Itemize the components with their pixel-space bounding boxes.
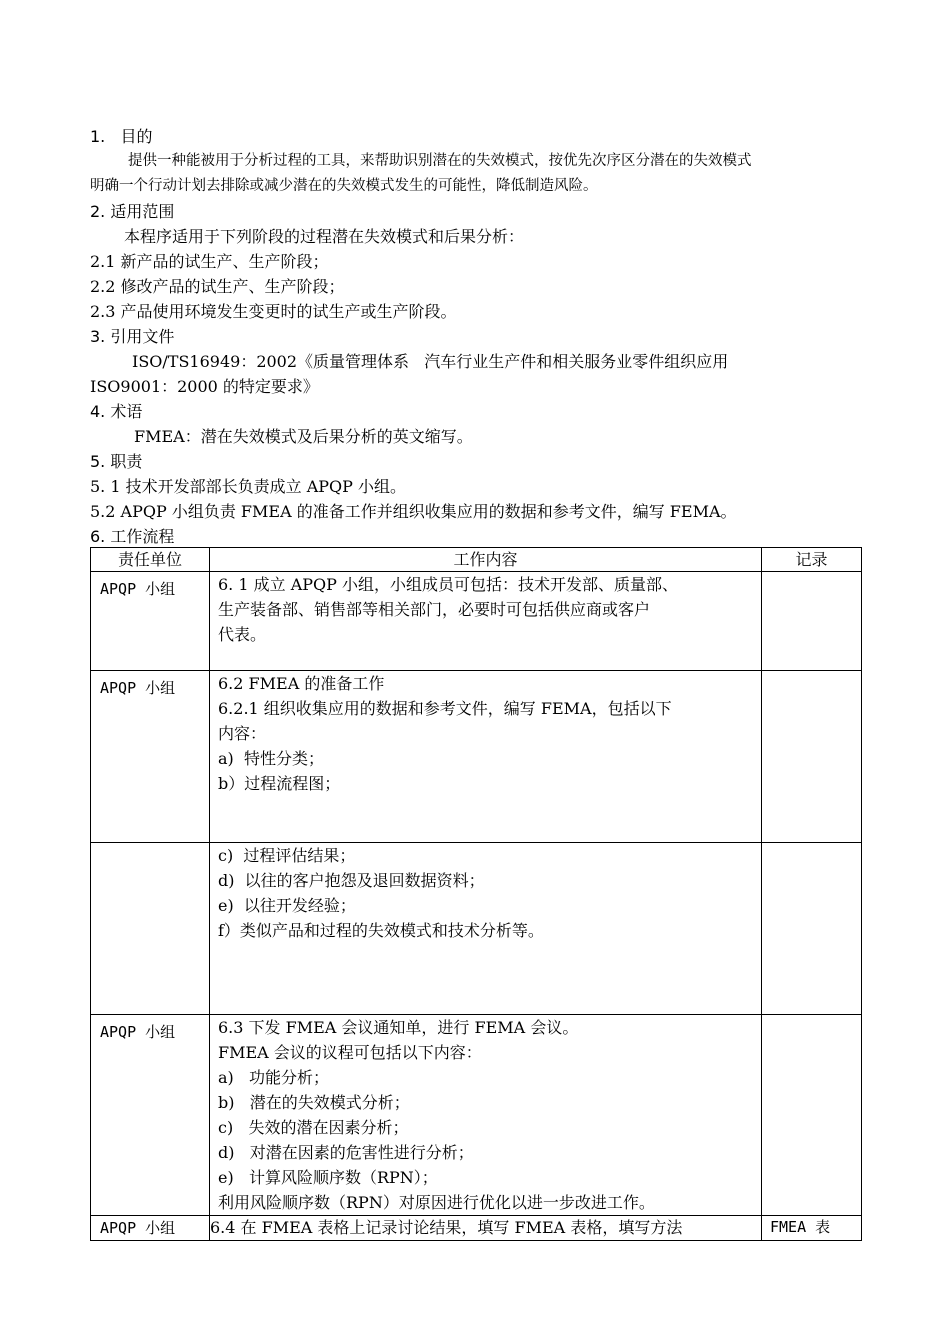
table-row [91, 1015, 862, 1216]
section-2-paragraph: 本程序适用于下列阶段的过程潜在失效模式和后果分析： [124, 227, 525, 246]
record-cell [762, 843, 862, 1015]
unit-text: APQP 小组 [100, 1219, 176, 1237]
section-1-paragraph-line-1: 提供一种能被用于分析过程的工具，来帮助识别潜在的失效模式，按优先次序区分潜在的失效模式 [128, 153, 752, 169]
unit-cell [91, 1015, 210, 1216]
content-line: a) 功能分析； [218, 1068, 330, 1087]
content-line: b）过程流程图； [218, 774, 341, 793]
section-2-item-3: 2.3 产品使用环境发生变更时的试生产或生产阶段。 [90, 302, 457, 321]
content-line: c) 过程评估结果； [218, 846, 356, 865]
header-responsible-unit: 责任单位 [91, 548, 210, 572]
record-cell [762, 671, 862, 843]
section-5-title: 5. 职责 [90, 452, 143, 471]
workflow-table [90, 547, 862, 1241]
unit-cell [91, 843, 210, 1015]
table-header-row [91, 548, 862, 572]
content-cell [210, 843, 762, 1015]
section-5-item-1: 5. 1 技术开发部部长负责成立 APQP 小组。 [90, 477, 406, 496]
content-line: FMEA 会议的议程可包括以下内容： [218, 1043, 482, 1062]
unit-text: APQP 小组 [100, 580, 176, 598]
content-line: 6.3 下发 FMEA 会议通知单，进行 FEMA 会议。 [218, 1018, 579, 1037]
table-row [91, 671, 862, 843]
section-1-title: 1. 目的 [90, 127, 153, 146]
section-2-item-1: 2.1 新产品的试生产、生产阶段； [90, 252, 329, 271]
unit-cell [91, 671, 210, 843]
section-4-title: 4. 术语 [90, 402, 143, 421]
content-line: d) 以往的客户抱怨及退回数据资料； [218, 871, 485, 890]
unit-cell [91, 1216, 210, 1241]
content-line: 6.2.1 组织收集应用的数据和参考文件，编写 FEMA，包括以下 [218, 699, 672, 718]
table-row [91, 572, 862, 671]
unit-text: APQP 小组 [100, 679, 176, 697]
content-line: 生产装备部、销售部等相关部门，必要时可包括供应商或客户 [218, 600, 651, 619]
content-line: 利用风险顺序数（RPN）对原因进行优化以进一步改进工作。 [218, 1193, 655, 1212]
section-2-title: 2. 适用范围 [90, 202, 175, 221]
content-line: e) 计算风险顺序数（RPN）； [218, 1168, 438, 1187]
table-row [91, 843, 862, 1015]
section-1-paragraph-line-2: 明确一个行动计划去排除或减少潜在的失效模式发生的可能性，降低制造风险。 [90, 178, 598, 194]
section-4-paragraph: FMEA：潜在失效模式及后果分析的英文缩写。 [134, 427, 473, 446]
content-cell [210, 572, 762, 671]
section-3-title: 3. 引用文件 [90, 327, 175, 346]
content-cell [210, 1216, 762, 1241]
unit-text [91, 843, 209, 848]
section-5-item-2: 5.2 APQP 小组负责 FMEA 的准备工作并组织收集应用的数据和参考文件，编写 FEMA。 [90, 502, 737, 521]
record-cell [762, 572, 862, 671]
content-cell [210, 671, 762, 843]
content-line: 代表。 [218, 625, 267, 644]
section-3-paragraph-line-1: ISO/TS16949：2002《质量管理体系 汽车行业生产件和相关服务业零件组织应用 [132, 352, 729, 371]
content-line: a) 特性分类； [218, 749, 324, 768]
content-line: 内容： [218, 724, 267, 743]
record-cell [762, 1216, 862, 1241]
section-2-item-2: 2.2 修改产品的试生产、生产阶段； [90, 277, 345, 296]
unit-cell [91, 572, 210, 671]
content-line: 6. 1 成立 APQP 小组，小组成员可包括：技术开发部、质量部、 [218, 575, 678, 594]
record-text: FMEA 表 [770, 1218, 831, 1236]
content-line: 6.2 FMEA 的准备工作 [218, 674, 385, 693]
unit-text: APQP 小组 [100, 1023, 176, 1041]
content-line: e) 以往开发经验； [218, 896, 356, 915]
content-line: b) 潜在的失效模式分析； [218, 1093, 410, 1112]
header-work-content: 工作内容 [210, 548, 762, 572]
table-row [91, 1216, 862, 1241]
content-line: 6.4 在 FMEA 表格上记录讨论结果，填写 FMEA 表格，填写方法 [210, 1218, 683, 1237]
content-line: d) 对潜在因素的危害性进行分析； [218, 1143, 474, 1162]
header-record: 记录 [762, 548, 862, 572]
content-line: f）类似产品和过程的失效模式和技术分析等。 [218, 921, 544, 940]
section-3-paragraph-line-2: ISO9001：2000 的特定要求》 [90, 377, 319, 396]
document-body [90, 124, 862, 549]
section-6-title: 6. 工作流程 [90, 527, 175, 546]
content-line: c) 失效的潜在因素分析； [218, 1118, 409, 1137]
content-cell [210, 1015, 762, 1216]
record-cell [762, 1015, 862, 1216]
